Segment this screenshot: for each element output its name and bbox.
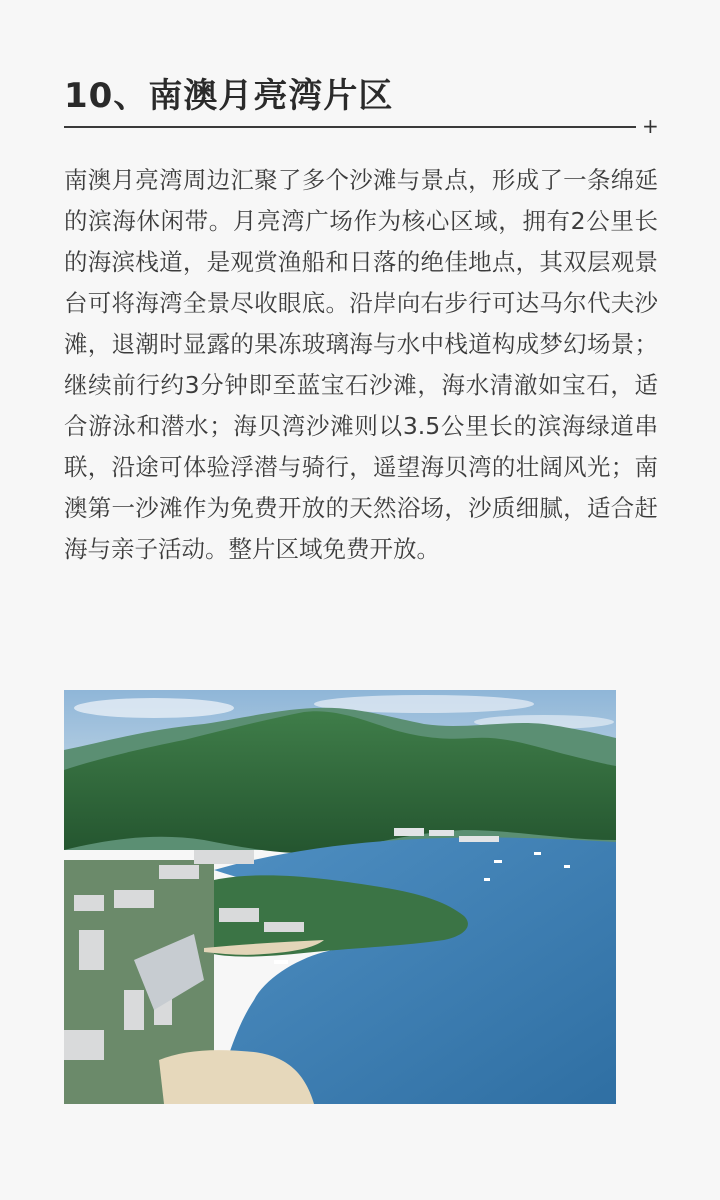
title-divider <box>64 126 636 128</box>
bay-landscape-photo <box>64 690 616 1104</box>
plus-icon: + <box>642 114 659 138</box>
body-paragraph: 南澳月亮湾周边汇聚了多个沙滩与景点，形成了一条绵延的滨海休闲带。月亮湾广场作为核心区域，拥有2公里长的海滨栈道，是观赏渔船和日落的绝佳地点，其双层观景台可将海湾全景尽收眼底。沿岸向右步行可达马尔代夫沙滩，退潮时显露的果冻玻璃海与水中栈道构成梦幻场景；继续前行约3分钟即至蓝宝石沙滩，海水清澈如宝石，适合游泳和潜水；海贝湾沙滩则以3.5公里长的滨海绿道串联，沿途可体验浮潜与骑行，遥望海贝湾的壮阔风光；南澳第一沙滩作为免费开放的天然浴场，沙质细腻，适合赶海与亲子活动。整片区域免费开放。 <box>64 166 658 563</box>
section-title: 10、南澳月亮湾片区 <box>64 76 394 116</box>
